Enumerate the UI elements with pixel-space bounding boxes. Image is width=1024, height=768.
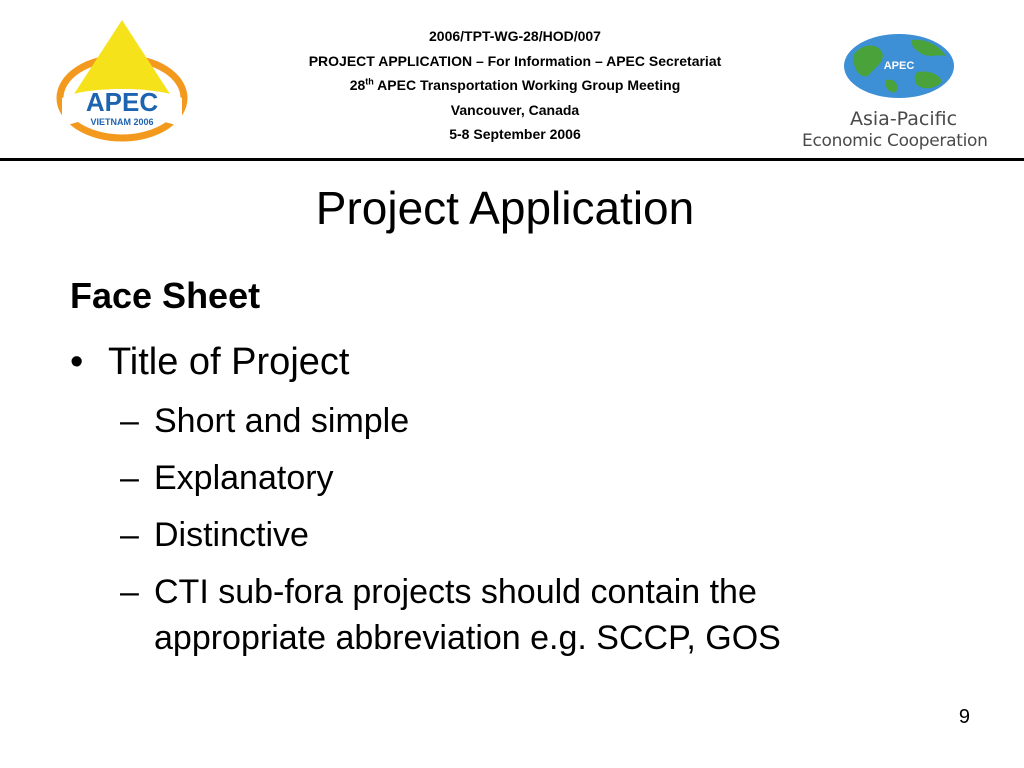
sub-bullet-text: Distinctive xyxy=(154,516,309,554)
meeting-dates: 5-8 September 2006 xyxy=(449,126,581,142)
organization-line-1: Asia-Pacific xyxy=(850,108,958,130)
document-id: 2006/TPT-WG-28/HOD/007 xyxy=(429,28,601,44)
sub-bullet-item xyxy=(120,455,920,501)
slide-title: Project Application xyxy=(315,182,695,234)
apec-globe-logo xyxy=(798,28,1004,154)
sub-bullet-item xyxy=(120,512,920,558)
bullet-label: Title of Project xyxy=(108,341,350,383)
sub-bullet-marker: – xyxy=(120,516,139,554)
sub-bullet-text: Short and simple xyxy=(154,402,410,440)
apec-vietnam-2006-logo-icon xyxy=(56,16,190,144)
bullet-item xyxy=(70,338,349,386)
sub-bullet-text: Explanatory xyxy=(154,459,334,497)
sub-bullet-item xyxy=(120,398,920,444)
sub-bullet-list xyxy=(120,398,920,672)
vietnam-2006-tagline: VIETNAM 2006 xyxy=(90,117,154,127)
meeting-name: APEC Transportation Working Group Meeting xyxy=(373,77,681,93)
globe-apec-label: APEC xyxy=(883,60,915,72)
meeting-number: 28 xyxy=(349,77,366,93)
sub-bullet-marker: – xyxy=(120,573,139,611)
meeting-ordinal-suffix: th xyxy=(365,76,374,87)
organization-line-2: Economic Cooperation xyxy=(802,131,988,151)
apec-globe-logo-icon xyxy=(842,32,956,100)
section-heading: Face Sheet xyxy=(70,275,261,316)
sub-bullet-item xyxy=(120,569,920,661)
meeting-line xyxy=(250,73,780,98)
project-application-line: PROJECT APPLICATION – For Information – APEC Secretariat xyxy=(308,52,722,69)
sub-bullet-text: CTI sub-fora projects should contain the appropriate abbreviation e.g. SCCP, GOS xyxy=(154,573,781,657)
organization-name xyxy=(802,108,1002,152)
header-divider xyxy=(0,158,1024,161)
document-header xyxy=(250,24,780,147)
sub-bullet-marker: – xyxy=(120,402,139,440)
apec-wordmark: APEC xyxy=(85,87,159,117)
bullet-marker: • xyxy=(70,341,84,383)
page-number: 9 xyxy=(958,706,970,728)
meeting-location: Vancouver, Canada xyxy=(450,101,580,118)
sub-bullet-marker: – xyxy=(120,459,139,497)
